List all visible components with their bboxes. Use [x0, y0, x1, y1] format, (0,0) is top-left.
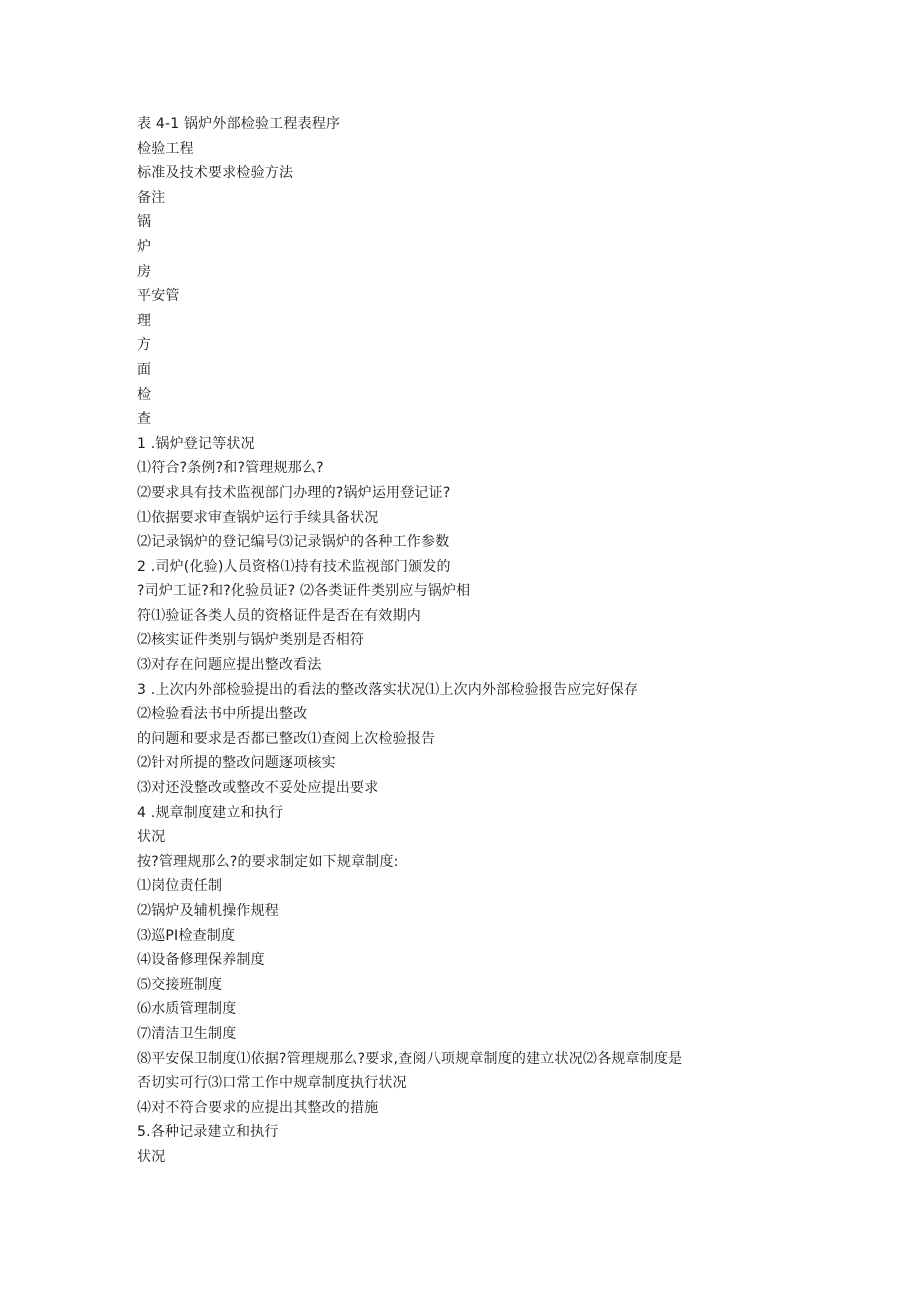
text-line: 检验工程: [137, 140, 194, 157]
text-line: ⑵锅炉及辅机操作规程: [137, 903, 279, 919]
text-line: 2 .司炉(化验)人员资格⑴持有技术监视部门颁发的: [137, 558, 451, 575]
text-line: 表 4-1 锅炉外部检验工程表程序: [137, 116, 341, 132]
text-line: ⑷设备修理保养制度: [137, 952, 265, 969]
text-line: ⑹水质管理制度: [137, 1001, 237, 1018]
text-line: 炉: [137, 238, 152, 255]
text-line: ?司炉工证?和?化验员证? ⑵各类证件类别应与锅炉相: [137, 583, 471, 600]
text-line: 查: [137, 411, 152, 428]
text-line: ⑵记录锅炉的登记编号⑶记录锅炉的各种工作参数: [137, 534, 450, 551]
text-line: 理: [137, 312, 152, 329]
text-line: 4 .规章制度建立和执行: [137, 804, 284, 821]
text-line: ⑵检验看法书中所提出整改: [137, 706, 308, 723]
text-line: 标准及技术要求检验方法: [137, 165, 294, 182]
text-line: ⑷对不符合要求的应提出其整改的措施: [137, 1099, 379, 1116]
text-line: ⑻平安保卫制度⑴依据?管理规那么?要求,查阅八项规章制度的建立状况⑵各规章制度是: [137, 1050, 683, 1067]
text-line: 房: [137, 263, 152, 280]
text-line: 5.各种记录建立和执行: [137, 1124, 279, 1141]
text-line: ⑵要求具有技术监视部门办理的?锅炉运用登记证?: [137, 484, 451, 501]
text-line: 平安管: [137, 288, 180, 305]
text-line: 方: [137, 337, 152, 354]
text-line: ⑵核实证件类别与锅炉类别是否相符: [137, 632, 365, 649]
text-line: ⑴依据要求审查锅炉运行手续具备状况: [137, 509, 379, 526]
text-line: ⑶对存在问题应提出整改看法: [137, 657, 322, 674]
text-line: 备注: [137, 189, 166, 206]
text-line: ⑶对还没整改或整改不妥处应提出要求: [137, 780, 379, 797]
document-body: [137, 112, 797, 1170]
text-line: ⑵针对所提的整改问题逐项核实: [137, 755, 336, 772]
text-line: 的问题和要求是否都已整改⑴查阅上次检验报告: [137, 730, 436, 747]
text-line: 检: [137, 386, 152, 403]
text-line: 状况: [137, 829, 166, 846]
text-line: 状况: [137, 1148, 166, 1165]
text-line: ⑴符合?条例?和?管理规那么?: [137, 460, 324, 477]
text-line: 3 .上次内外部检验提出的看法的整改落实状况⑴上次内外部检验报告应完好保存: [137, 681, 639, 698]
text-line: ⑴岗位责任制: [137, 878, 223, 895]
text-line: ⑸交接班制度: [137, 976, 223, 993]
text-line: 按?管理规那么?的要求制定如下规章制度:: [137, 853, 399, 870]
text-line: 符⑴验证各类人员的资格证件是否在有效期内: [137, 607, 421, 624]
text-line: ⑺清洁卫生制度: [137, 1025, 237, 1042]
text-line: 锅: [137, 214, 152, 231]
text-line: 面: [137, 361, 152, 378]
text-line: ⑶巡PI检查制度: [137, 927, 236, 944]
text-line: 否切实可行⑶口常工作中规章制度执行状况: [137, 1075, 407, 1092]
text-line: 1 .锅炉登记等状况: [137, 435, 255, 452]
